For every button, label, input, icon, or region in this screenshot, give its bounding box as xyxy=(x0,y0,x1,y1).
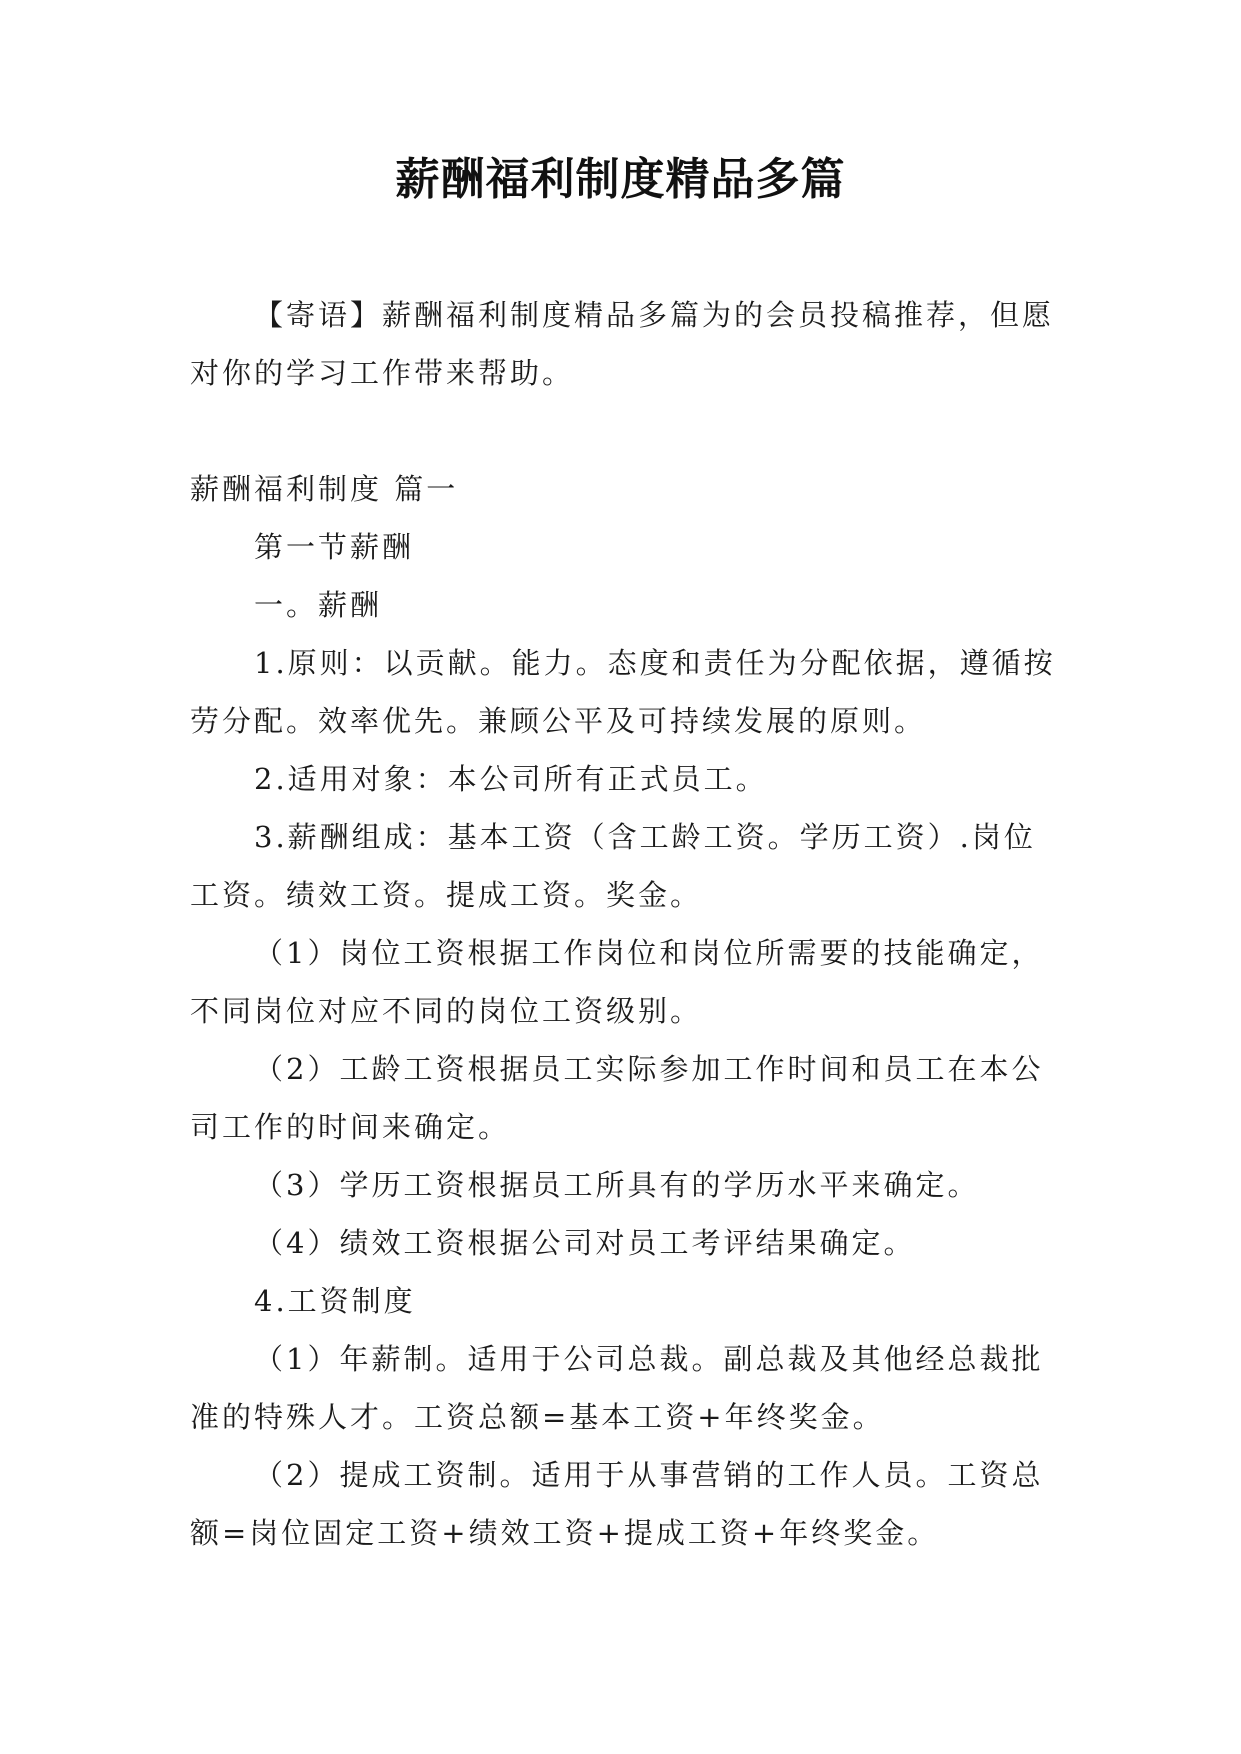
paragraph-composition: 3.薪酬组成：基本工资（含工龄工资。学历工资）.岗位工资。绩效工资。提成工资。奖金。 xyxy=(190,820,1036,912)
paragraph-annual-salary: （1）年薪制。适用于公司总裁。副总裁及其他经总裁批准的特殊人才。工资总额=基本工资+年终奖金。 xyxy=(190,1342,1044,1434)
intro-paragraph: 【寄语】薪酬福利制度精品多篇为的会员投稿推荐，但愿对你的学习工作带来帮助。 xyxy=(190,298,1055,390)
paragraph-scope: 2.适用对象：本公司所有正式员工。 xyxy=(254,762,768,796)
section-body xyxy=(190,460,1060,1562)
paragraph-principle: 1.原则：以贡献。能力。态度和责任为分配依据，遵循按劳分配。效率优先。兼顾公平及可持续发展的原则。 xyxy=(190,646,1056,738)
list-heading: 一。薪酬 xyxy=(254,588,383,622)
document-title: 薪酬福利制度精品多篇 xyxy=(395,154,846,205)
subsection-heading: 第一节薪酬 xyxy=(254,530,415,564)
intro-block xyxy=(190,286,1060,402)
paragraph-wage-system: 4.工资制度 xyxy=(254,1284,416,1318)
paragraph-item-2: （2）工龄工资根据员工实际参加工作时间和员工在本公司工作的时间来确定。 xyxy=(190,1052,1044,1144)
paragraph-item-3: （3）学历工资根据员工所具有的学历水平来确定。 xyxy=(254,1168,980,1202)
section-heading: 薪酬福利制度 篇一 xyxy=(190,472,459,506)
paragraph-item-4: （4）绩效工资根据公司对员工考评结果确定。 xyxy=(254,1226,916,1260)
paragraph-item-1: （1）岗位工资根据工作岗位和岗位所需要的技能确定，不同岗位对应不同的岗位工资级别。 xyxy=(190,936,1044,1028)
paragraph-commission: （2）提成工资制。适用于从事营销的工作人员。工资总额=岗位固定工资+绩效工资+提成工资+年终奖金。 xyxy=(190,1458,1044,1550)
